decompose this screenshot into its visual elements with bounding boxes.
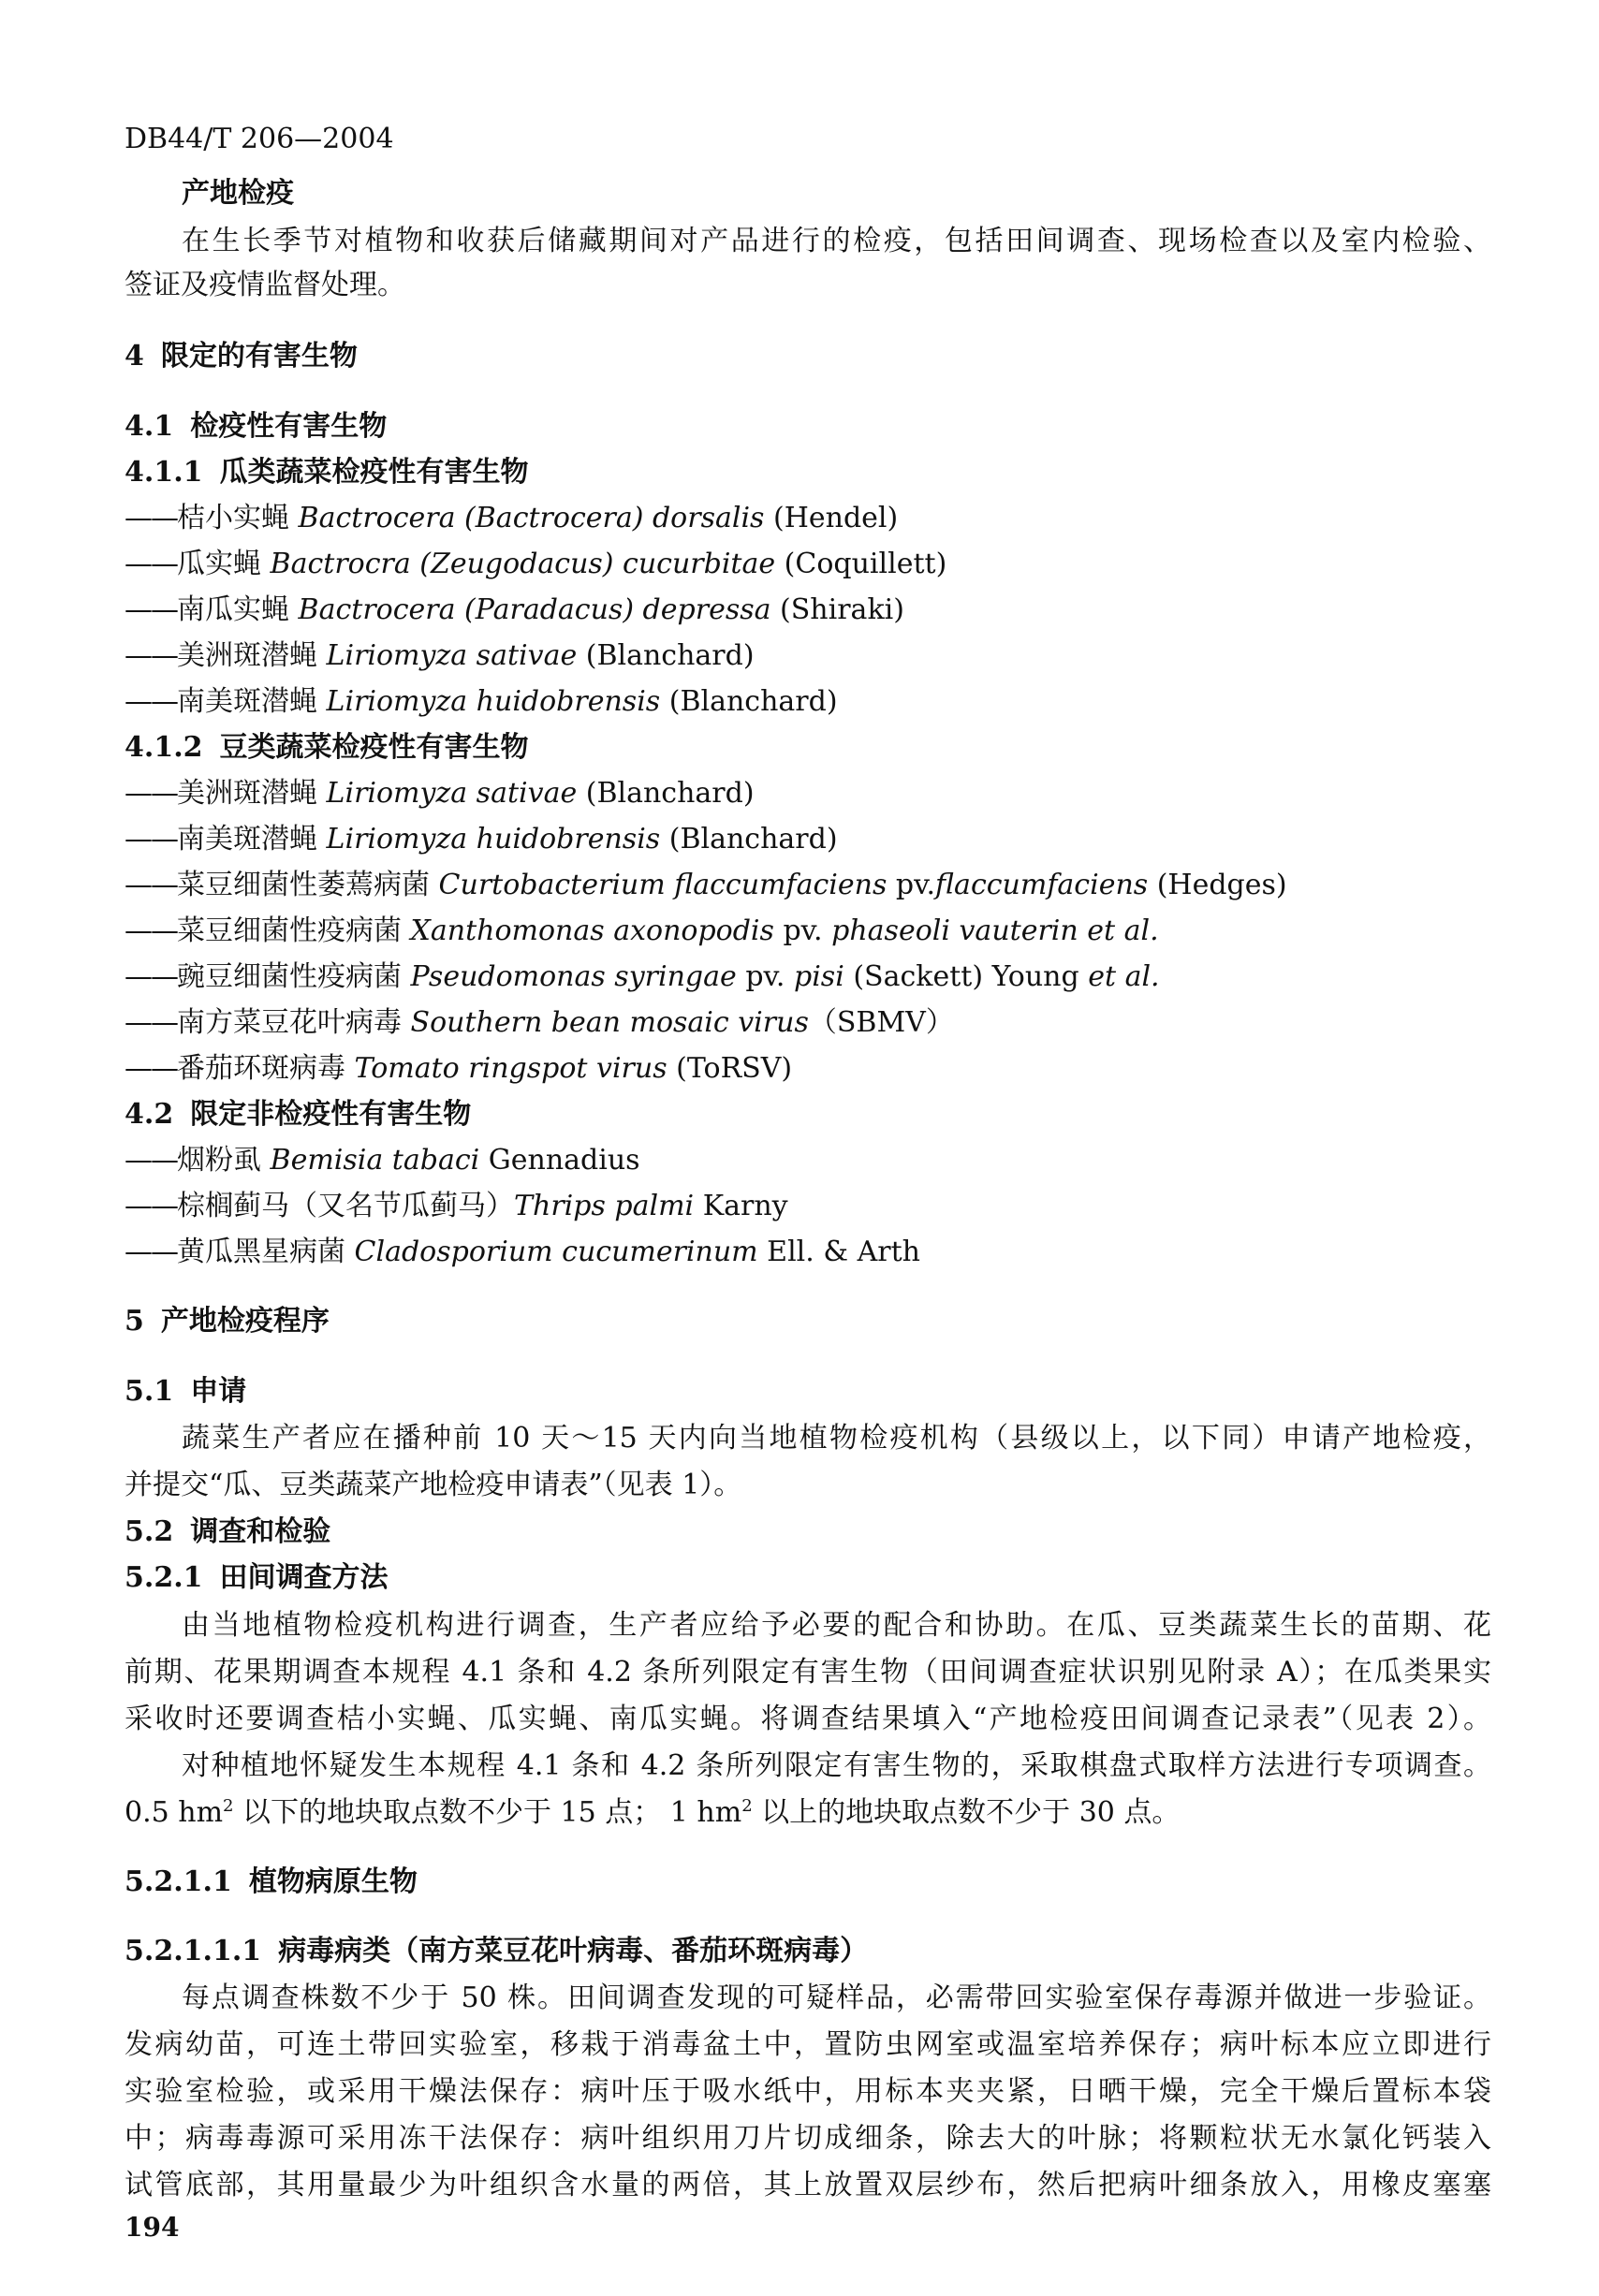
authority: (Blanchard) [668, 685, 838, 718]
common-name: 瓜实蝇 [177, 548, 261, 580]
authority: Gennadius [488, 1144, 640, 1177]
section-4-1-1-heading [125, 453, 1491, 492]
list-item [125, 1187, 1491, 1226]
authority: （SBMV） [808, 1006, 954, 1039]
paragraph-line: 由当地植物检疫机构进行调查，生产者应给予必要的配合和协助。在瓜、豆类蔬菜生长的苗期、花 [182, 1609, 1491, 1642]
section-title: 瓜类蔬菜检疫性有害生物 [219, 456, 529, 489]
list-item [125, 1233, 1491, 1272]
scientific-name: Southern bean mosaic virus [410, 1006, 809, 1039]
section-number: 4.2 [125, 1098, 174, 1131]
scientific-name: Liriomyza sativae [326, 777, 578, 810]
section-number: 4.1.1 [125, 456, 203, 489]
paragraph-line: 发病幼苗，可连土带回实验室，移栽于消毒盆土中，置防虫网室或温室培养保存；病叶标本应立即进行 [125, 2028, 1491, 2061]
paragraph-line: 蔬菜生产者应在播种前 10 天～15 天内向当地植物检疫机构（县级以上，以下同）申请产地检疫， [182, 1422, 1491, 1455]
section-number: 4.1 [125, 410, 174, 443]
paragraph-line: 中；病毒毒源可采用冻干法保存：病叶组织用刀片切成细条，除去大的叶脉；将颗粒状无水氯化钙装入 [125, 2122, 1491, 2155]
superscript: 2 [223, 1796, 234, 1816]
page-number: 194 [125, 2212, 180, 2243]
em-dash: —— [125, 1052, 177, 1085]
scientific-name: Liriomyza sativae [326, 639, 578, 672]
em-dash: —— [125, 1236, 177, 1268]
text-segment: 以下的地块取点数不少于 15 点； 1 hm [233, 1796, 742, 1829]
em-dash: —— [125, 777, 177, 810]
list-item [125, 591, 1491, 630]
authority: (Hedges) [1156, 869, 1287, 901]
list-item [125, 1049, 1491, 1089]
em-dash: —— [125, 914, 177, 947]
paragraph-line: 并提交“瓜、豆类蔬菜产地检疫申请表”（见表 1）。 [125, 1469, 742, 1501]
term-definition-line-2: 签证及疫情监督处理。 [125, 269, 405, 301]
common-name: 菜豆细菌性萎蔫病菌 [177, 869, 430, 901]
section-5-2-1-1-heading [125, 1863, 1491, 1902]
section-title: 检疫性有害生物 [190, 410, 388, 443]
section-5-2-1-heading [125, 1558, 1491, 1598]
section-4-1-heading [125, 407, 1491, 446]
list-item [125, 499, 1491, 538]
em-dash: —— [125, 593, 177, 626]
section-title: 限定的有害生物 [160, 340, 358, 373]
section-4-heading [125, 337, 1491, 376]
paragraph-line: 实验室检验，或采用干燥法保存：病叶压于吸水纸中，用标本夹夹紧，日晒干燥，完全干燥后置标本袋 [125, 2075, 1491, 2108]
paragraph-line: 每点调查株数不少于 50 株。田间调查发现的可疑样品，必需带回实验室保存毒源并做进一步验证。 [182, 1982, 1491, 2014]
area-value: 0.5 hm [125, 1796, 224, 1829]
scientific-name: Tomato ringspot virus [354, 1052, 667, 1085]
term-definition-line-1: 在生长季节对植物和收获后储藏期间对产品进行的检疫，包括田间调查、现场检查以及室内检验、 [182, 225, 1491, 257]
scientific-name: Liriomyza huidobrensis [326, 685, 661, 718]
section-number: 5.2 [125, 1515, 174, 1548]
section-5-2-1-1-1-heading [125, 1932, 1491, 1971]
pathovar-abbrev: pv. [783, 914, 823, 947]
em-dash: —— [125, 548, 177, 580]
section-title: 产地检疫程序 [160, 1305, 330, 1338]
common-name: 南瓜实蝇 [177, 593, 289, 626]
section-number: 4 [125, 340, 144, 373]
common-name: 美洲斑潜蝇 [177, 777, 317, 810]
authority: (Blanchard) [585, 777, 755, 810]
em-dash: —— [125, 1144, 177, 1177]
authority: (Hendel) [773, 502, 899, 534]
authority: (Sackett) Young [853, 960, 1079, 993]
em-dash: —— [125, 1006, 177, 1039]
pathovar-abbrev: pv. [745, 960, 785, 993]
list-item [125, 1141, 1491, 1180]
section-number: 5.2.1 [125, 1561, 203, 1594]
common-name: 桔小实蝇 [177, 502, 289, 534]
section-number: 5.1 [125, 1375, 174, 1408]
scientific-name: Liriomyza huidobrensis [326, 823, 661, 856]
authority: (Blanchard) [668, 823, 838, 856]
em-dash: —— [125, 960, 177, 993]
paragraph-line: 采收时还要调查桔小实蝇、瓜实蝇、南瓜实蝇。将调查结果填入“产地检疫田间调查记录表”（见表 2）。 [125, 1703, 1491, 1735]
pathovar-name: pisi [794, 960, 844, 993]
section-title: 植物病原生物 [248, 1865, 418, 1898]
common-name: 烟粉虱 [177, 1144, 261, 1177]
scientific-name: Thrips palmi [514, 1190, 695, 1222]
section-title: 调查和检验 [190, 1515, 331, 1548]
list-item [125, 912, 1491, 951]
common-name: 黄瓜黑星病菌 [177, 1236, 345, 1268]
paragraph-line: 试管底部，其用量最少为叶组织含水量的两倍，其上放置双层纱布，然后把病叶细条放入，用橡皮塞塞 [125, 2169, 1491, 2201]
scientific-name: Bactrocera (Bactrocera) dorsalis [298, 502, 765, 534]
list-item [125, 774, 1491, 813]
em-dash: —— [125, 869, 177, 901]
authority: (Blanchard) [585, 639, 755, 672]
authority: Karny [702, 1190, 788, 1222]
section-5-heading [125, 1302, 1491, 1341]
list-item [125, 958, 1491, 997]
common-name: 棕榈蓟马（又名节瓜蓟马） [177, 1190, 514, 1222]
em-dash: —— [125, 685, 177, 718]
list-item [125, 1003, 1491, 1043]
common-name: 南方菜豆花叶病毒 [177, 1006, 402, 1039]
scientific-name: Bemisia tabaci [270, 1144, 480, 1177]
paragraph-line: 对种植地怀疑发生本规程 4.1 条和 4.2 条所列限定有害生物的，采取棋盘式取样方法进行专项调查。 [182, 1749, 1491, 1782]
pathovar-name: flaccumfaciens [935, 869, 1149, 901]
list-item [125, 682, 1491, 722]
section-title: 申请 [190, 1375, 247, 1408]
section-title: 田间调查方法 [219, 1561, 389, 1594]
common-name: 豌豆细菌性疫病菌 [177, 960, 402, 993]
authority: (ToRSV) [676, 1052, 793, 1085]
authority: Ell. & Arth [767, 1236, 920, 1268]
authority: (Shiraki) [780, 593, 904, 626]
section-number: 5 [125, 1305, 144, 1338]
section-5-1-heading [125, 1372, 1491, 1411]
section-4-2-heading [125, 1095, 1491, 1134]
section-4-1-2-heading [125, 728, 1491, 768]
scientific-name: Xanthomonas axonopodis [410, 914, 774, 947]
scientific-name: Pseudomonas syringae [410, 960, 737, 993]
common-name: 美洲斑潜蝇 [177, 639, 317, 672]
em-dash: —— [125, 639, 177, 672]
pathovar-abbrev: pv. [895, 869, 936, 901]
section-title: 限定非检疫性有害生物 [190, 1098, 472, 1131]
section-5-2-heading [125, 1513, 1491, 1552]
term-title: 产地检疫 [182, 177, 294, 210]
superscript: 2 [741, 1796, 753, 1816]
em-dash: —— [125, 1190, 177, 1222]
list-item [125, 820, 1491, 859]
scientific-name: Cladosporium cucumerinum [354, 1236, 758, 1268]
list-item [125, 866, 1491, 905]
common-name: 菜豆细菌性疫病菌 [177, 914, 402, 947]
list-item [125, 545, 1491, 584]
standard-code: DB44/T 206—2004 [125, 123, 394, 155]
scientific-name: Bactrocra (Zeugodacus) cucurbitae [270, 548, 776, 580]
paragraph-line [125, 1793, 1491, 1833]
em-dash: —— [125, 502, 177, 534]
section-title: 病毒病类（南方菜豆花叶病毒、番茄环斑病毒） [278, 1935, 869, 1967]
scientific-name: Bactrocera (Paradacus) depressa [298, 593, 771, 626]
common-name: 番茄环斑病毒 [177, 1052, 345, 1085]
et-al: et al. [1088, 960, 1160, 993]
authority: (Coquillett) [784, 548, 947, 580]
pathovar-name: phaseoli vauterin et al. [831, 914, 1159, 947]
em-dash: —— [125, 823, 177, 856]
section-number: 5.2.1.1.1 [125, 1935, 262, 1967]
common-name: 南美斑潜蝇 [177, 823, 317, 856]
common-name: 南美斑潜蝇 [177, 685, 317, 718]
scientific-name: Curtobacterium flaccumfaciens [438, 869, 888, 901]
paragraph-line: 前期、花果期调查本规程 4.1 条和 4.2 条所列限定有害生物（田间调查症状识别见附录 A）；在瓜类果实 [125, 1656, 1491, 1689]
section-number: 4.1.2 [125, 731, 203, 764]
section-number: 5.2.1.1 [125, 1865, 232, 1898]
text-segment: 以上的地块取点数不少于 30 点。 [752, 1796, 1181, 1829]
list-item [125, 636, 1491, 676]
section-title: 豆类蔬菜检疫性有害生物 [219, 731, 529, 764]
